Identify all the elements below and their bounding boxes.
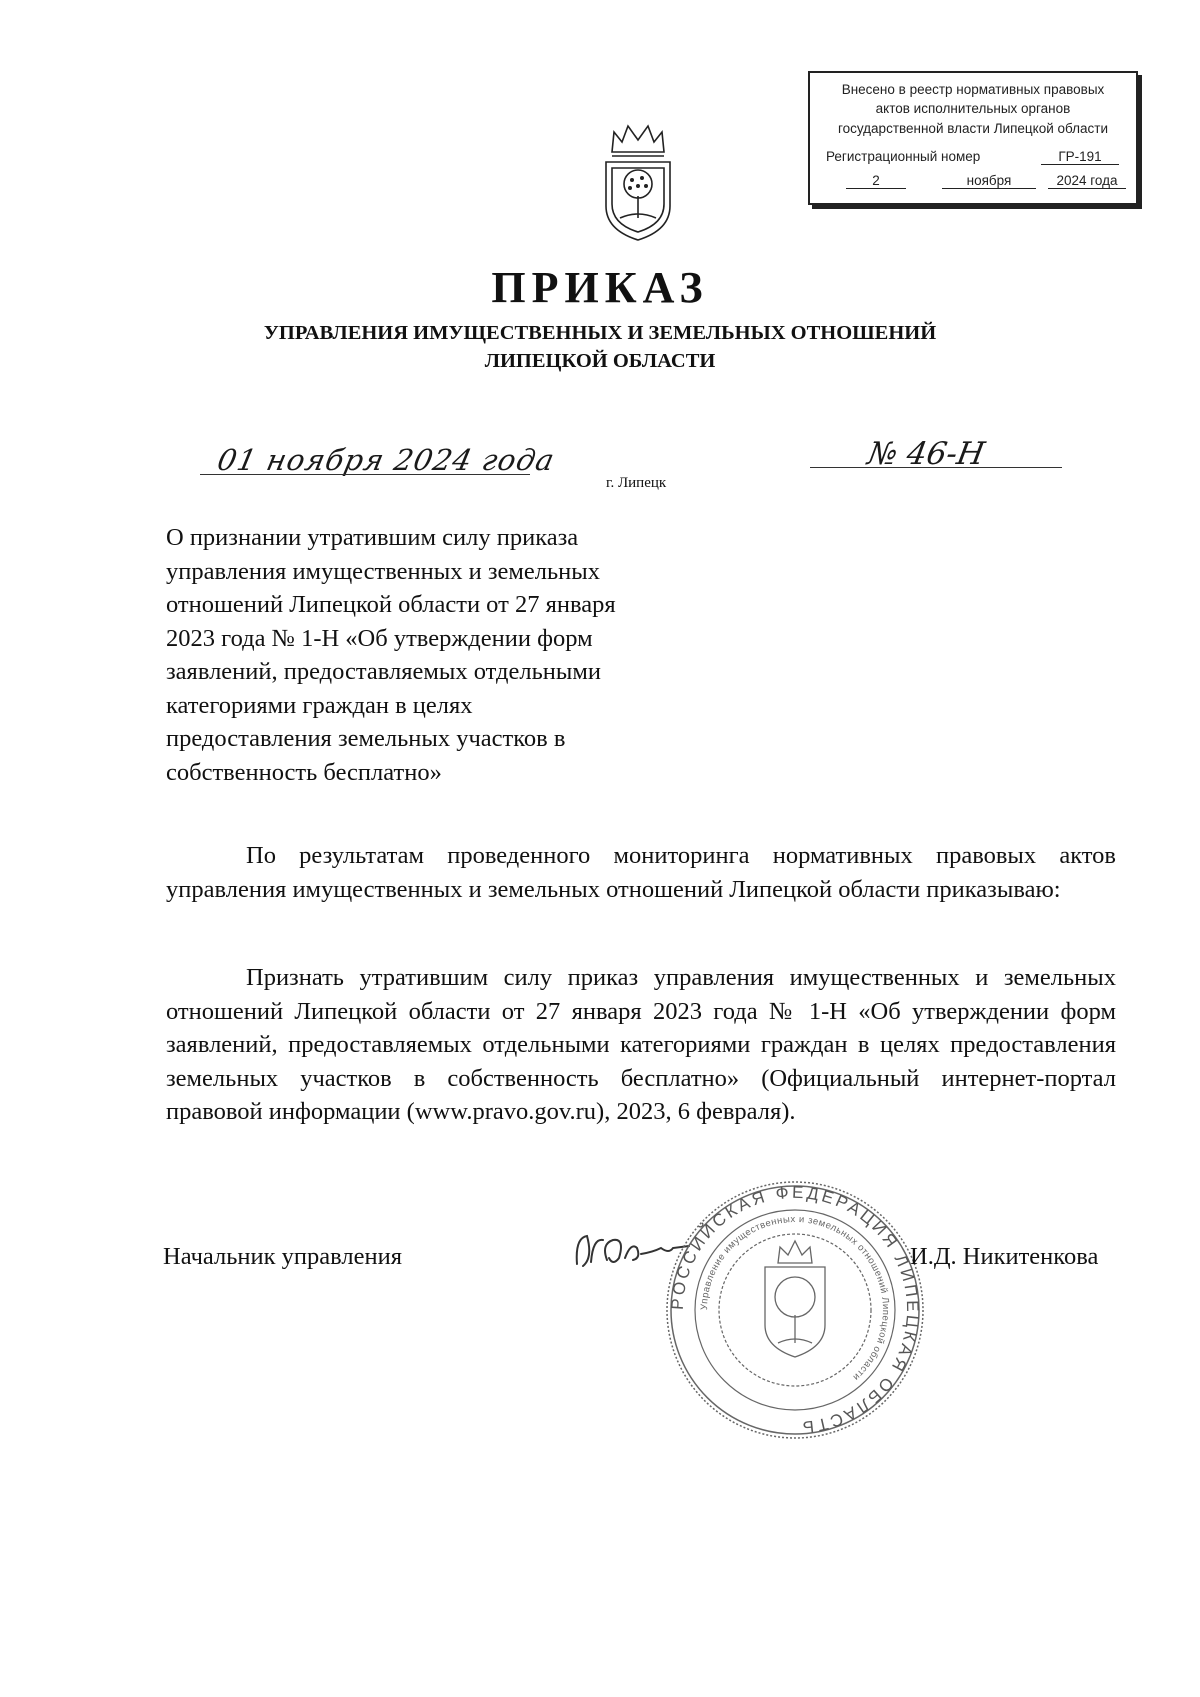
body-paragraph-2: Признать утратившим силу приказ управления имущественных и земельных отношений Липецкой области от 27 января 2023 года № 1-Н «Об утверждении форм заявлений, предоставляемых отдельными категориями граждан в целях предоставления земельных участков в собственность бесплатно» (Официальный интернет-портал правовой информации (www.pravo.gov.ru), 2023, 6 февраля). [166,964,1116,1125]
registry-month: ноября [942,173,1036,189]
seal-inner-text: Управление имущественных и земельных отношений Липецкой области [698,1213,892,1383]
document-subject [166,521,696,789]
subject-line: О признании утратившим силу приказа [166,524,579,551]
coat-of-arms-icon [598,122,678,244]
subject-line: управления имущественных и земельных [166,557,600,585]
registry-date-row [826,173,1126,193]
body-paragraph-1: По результатам проведенного мониторинга нормативных правовых актов управления имущественных и земельных отношений Липецкой области приказываю: [166,842,1116,903]
organization-line-1: УПРАВЛЕНИЯ ИМУЩЕСТВЕННЫХ И ЗЕМЕЛЬНЫХ ОТНОШЕНИЙ [263,322,937,344]
official-seal [660,1175,930,1445]
registry-line-2: актов исполнительных органов [875,101,1071,116]
seal-emblem-icon [765,1241,825,1357]
document-title: ПРИКАЗ [491,263,709,312]
subject-line: предоставления земельных участков в [166,725,566,752]
subject-line: собственность бесплатно» [166,758,442,786]
handwritten-number: № 46-Н [864,436,988,472]
seal-outer-text: РОССИЙСКАЯ ФЕДЕРАЦИЯ ЛИПЕЦКАЯ ОБЛАСТЬ [667,1182,923,1438]
signatory-name: И.Д. Никитенкова [910,1243,1099,1270]
registry-line-1: Внесено в реестр нормативных правовых [841,82,1105,97]
registry-day: 2 [846,173,906,189]
city: г. Липецк [606,475,667,491]
subject-line: заявлений, предоставляемых отдельными [166,658,601,685]
subject-line: категориями граждан в целях [166,691,473,719]
registry-number: ГР-191 [1041,149,1119,165]
registry-year: 2024 года [1048,173,1126,189]
date-underline [200,474,530,475]
organization-line-2: ЛИПЕЦКОЙ ОБЛАСТИ [484,350,716,372]
subject-line: отношений Липецкой области от 27 января [166,591,616,618]
registry-line-3: государственной власти Липецкой области [837,121,1109,136]
number-underline [810,467,1062,468]
subject-line: 2023 года № 1-Н «Об утверждении форм [166,624,593,652]
handwritten-date: 01 ноября 2024 года [214,443,558,477]
registry-stamp [808,71,1138,205]
registry-number-label: Регистрационный номер [826,149,981,164]
signatory-position: Начальник управления [163,1243,402,1270]
